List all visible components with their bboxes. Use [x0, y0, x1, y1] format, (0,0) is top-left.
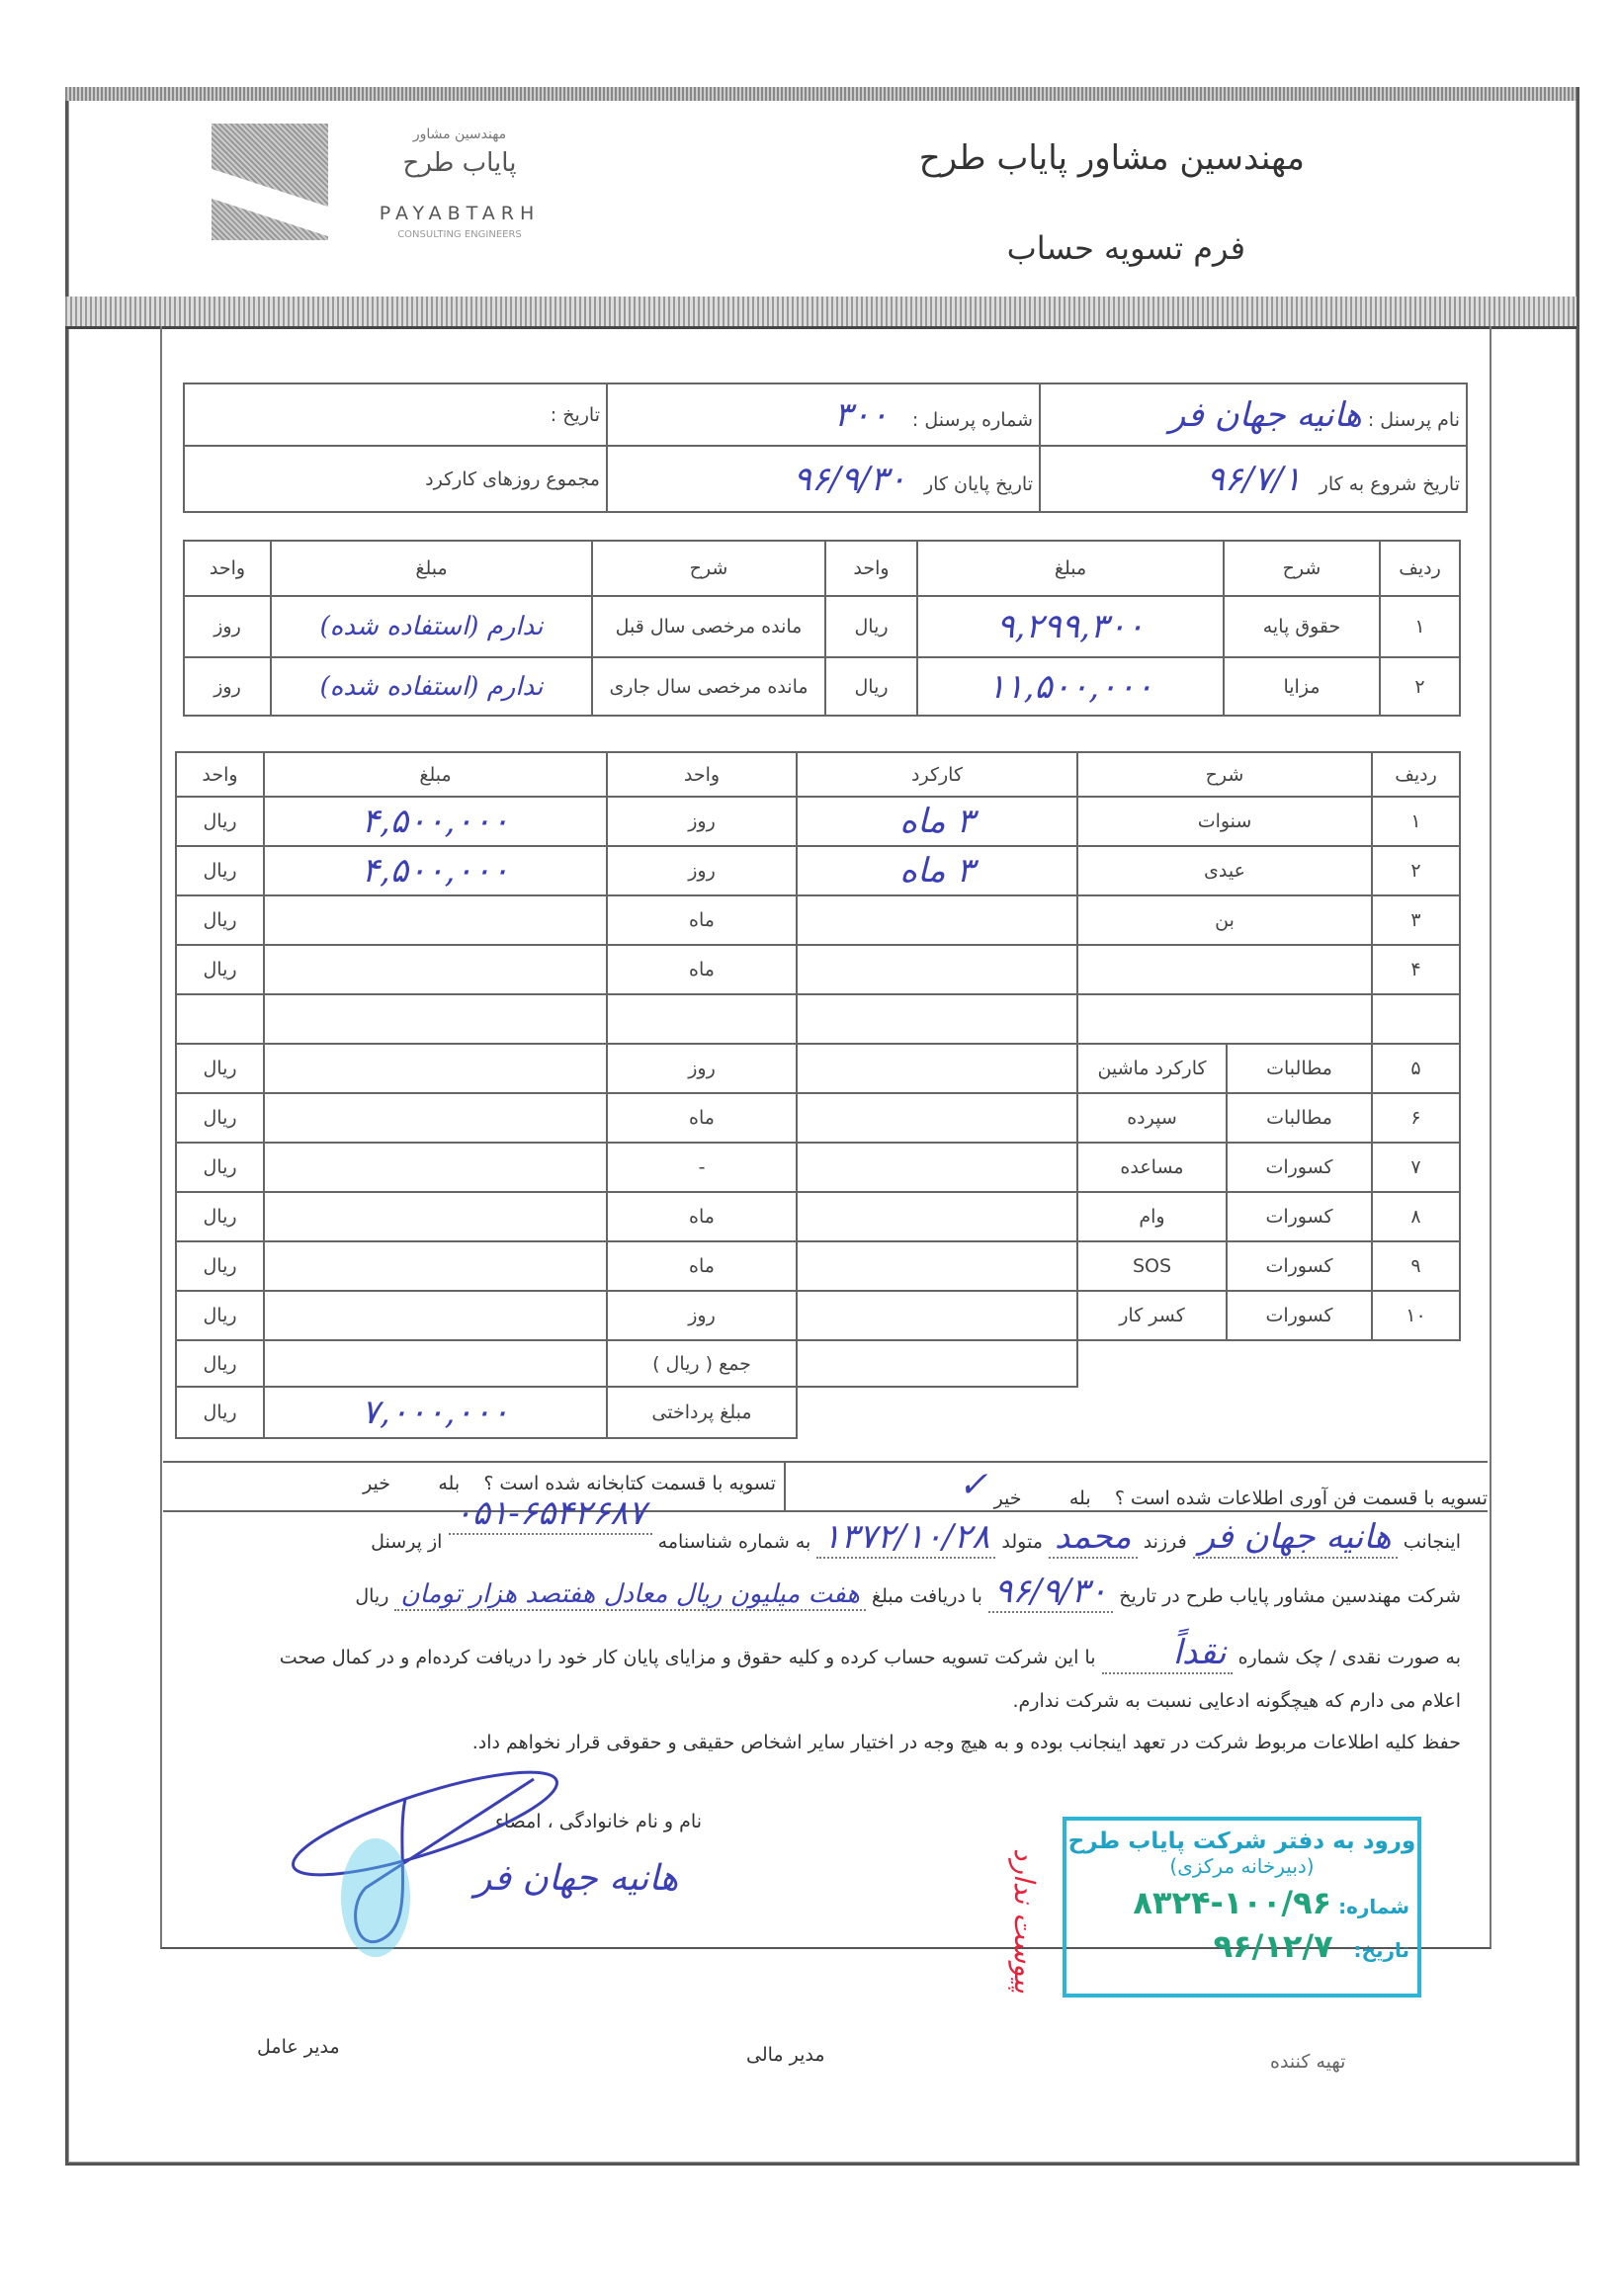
start-date-value: ۹۶/۷/۱: [1206, 459, 1302, 499]
end-date-cell: [607, 446, 1040, 512]
cell-unit2: ریال: [176, 945, 264, 994]
cell-cat: کسورات: [1227, 1192, 1372, 1241]
cell-unit: ماه: [607, 1192, 797, 1241]
col-header: شرح: [592, 541, 825, 596]
row-amount2: ندارم (استفاده شده): [271, 657, 592, 716]
col-header: ردیف: [1372, 752, 1460, 797]
start-date-cell: [1040, 446, 1467, 512]
cell-work: [797, 1192, 1077, 1241]
cell-unit2: ریال: [176, 846, 264, 895]
company-title: مهندسین مشاور پایاب طرح: [918, 138, 1305, 178]
red-annotation: پیوست ندارد: [1008, 1848, 1041, 1994]
salary-table: [183, 540, 1461, 717]
row-unit: ریال: [825, 657, 917, 716]
cell-amount: [264, 1044, 607, 1093]
col-header: شرح: [1077, 752, 1372, 797]
row-desc2: مانده مرخصی سال جاری: [592, 657, 825, 716]
personnel-no-value: ۳۰۰: [833, 394, 889, 435]
birth-date: ۱۳۷۲/۱۰/۲۸: [816, 1517, 995, 1559]
cell-no: [1372, 994, 1460, 1044]
cell-work: [797, 1044, 1077, 1093]
total-label: جمع ( ریال ): [607, 1340, 797, 1387]
start-date-label: تاریخ شروع به کار: [1319, 472, 1460, 495]
cell-amount: [264, 945, 607, 994]
check-mark-icon: ✓: [958, 1465, 988, 1505]
amount-in-words: هفت میلیون ریال معادل هفتصد هزار تومان: [394, 1579, 866, 1611]
text: به شماره شناسنامه: [657, 1531, 811, 1553]
col-header: ردیف: [1380, 541, 1460, 596]
finance-manager-label: مدیر مالی: [746, 2044, 825, 2066]
library-question: [183, 1473, 776, 1494]
cell-desc: مساعده: [1077, 1143, 1227, 1192]
table-row: [176, 994, 1460, 1044]
personnel-no-cell: [607, 383, 1040, 446]
cell-work: [797, 945, 1077, 994]
payment-method: نقداً: [1102, 1633, 1233, 1674]
row-amount: ۱۱,۵۰۰,۰۰۰: [917, 657, 1224, 716]
col-header: واحد: [607, 752, 797, 797]
header-band-top: [65, 87, 1576, 101]
it-question: [796, 1465, 1488, 1513]
col-header: مبلغ: [264, 752, 607, 797]
cell-no: ۶: [1372, 1093, 1460, 1143]
signature-name: هانیه جهان فر: [474, 1858, 679, 1899]
text: فرزند: [1143, 1531, 1187, 1553]
preparer-label: تهیه کننده: [1270, 2051, 1346, 2073]
signature-label: نام و نام خانوادگی ، امضاء: [494, 1811, 702, 1832]
cell-desc: بن: [1077, 895, 1372, 945]
text: اینجانب: [1403, 1531, 1461, 1553]
cell-amount: [264, 1241, 607, 1291]
cell-no: ۷: [1372, 1143, 1460, 1192]
cell-unit2: ریال: [176, 1241, 264, 1291]
text: شرکت مهندسین مشاور پایاب طرح در تاریخ: [1119, 1585, 1461, 1607]
total-row: [176, 1340, 1460, 1387]
cell-cat: کسورات: [1227, 1143, 1372, 1192]
col-header: شرح: [1224, 541, 1380, 596]
name-value: هانیه جهان فر: [1168, 394, 1362, 435]
table-row: [176, 945, 1460, 994]
stamp-number: ۱۰۰/۹۶-۸۳۲۴: [1133, 1884, 1332, 1921]
table-row: [176, 1143, 1460, 1192]
cell-amount: [264, 1192, 607, 1241]
cell-cat: کسورات: [1227, 1241, 1372, 1291]
cell-work: [797, 1241, 1077, 1291]
row-number: ۲: [1380, 657, 1460, 716]
name-label: نام پرسنل :: [1367, 408, 1460, 431]
table-row: [184, 657, 1460, 716]
col-header: واحد: [176, 752, 264, 797]
text: متولد: [1001, 1531, 1043, 1553]
row-desc: حقوق پایه: [1224, 596, 1380, 657]
cell-desc: عیدی: [1077, 846, 1372, 895]
cell-unit: ماه: [607, 945, 797, 994]
row-number: ۱: [1380, 596, 1460, 657]
col-header: مبلغ: [271, 541, 592, 596]
total-amount: [264, 1340, 607, 1387]
signature-icon: [277, 1769, 573, 1967]
cell-unit2: ریال: [176, 1192, 264, 1241]
cell-desc: کارکرد ماشین: [1077, 1044, 1227, 1093]
cell-unit: روز: [607, 1291, 797, 1340]
table-row: [184, 596, 1460, 657]
row-desc2: مانده مرخصی سال قبل: [592, 596, 825, 657]
cell-desc: [1077, 994, 1372, 1044]
stamp-date: ۹۶/۱۲/۷: [1213, 1927, 1333, 1965]
cell-unit2: ریال: [176, 1044, 264, 1093]
father-name: محمد: [1049, 1517, 1138, 1559]
text: با دریافت مبلغ: [872, 1585, 982, 1607]
personnel-info-table: [183, 383, 1468, 513]
text: از پرسنل: [371, 1531, 443, 1553]
cell-unit: روز: [607, 797, 797, 846]
statement-line-4: اعلام می دارم که هیچگونه ادعایی نسبت به شرکت ندارم.: [1012, 1690, 1461, 1712]
paid-row: [176, 1387, 1460, 1438]
cell-unit2: ریال: [176, 797, 264, 846]
cell-unit2: ریال: [176, 1093, 264, 1143]
paid-label: مبلغ پرداختی: [607, 1387, 797, 1438]
col-header: مبلغ: [917, 541, 1224, 596]
cell-cat: مطالبات: [1227, 1044, 1372, 1093]
table-row: [176, 1241, 1460, 1291]
questions-row: [163, 1461, 1488, 1512]
end-date-value: ۹۶/۹/۳۰: [793, 459, 906, 499]
it-question-text: تسویه با قسمت فن آوری اطلاعات شده است ؟: [1114, 1488, 1488, 1509]
col-header: واحد: [825, 541, 917, 596]
cell-no: ۹: [1372, 1241, 1460, 1291]
text: به صورت نقدی / چک شماره: [1237, 1647, 1461, 1668]
statement-line-2: [156, 1572, 1461, 1613]
table-row: [176, 846, 1460, 895]
statement-line-5: حفظ کلیه اطلاعات مربوط شرکت در تعهد اینجانب بوده و به هیچ وجه در اختیار سایر اشخاص حقیقی و حقوقی قرار نخواهم داد.: [471, 1732, 1461, 1753]
cell-desc: وام: [1077, 1192, 1227, 1241]
end-date-label: تاریخ پایان کار: [923, 472, 1033, 495]
registry-stamp: [1063, 1817, 1421, 1998]
divider: [784, 1463, 786, 1510]
it-no-option[interactable]: خیر: [993, 1488, 1022, 1509]
cell-work: ۳ ماه: [797, 797, 1077, 846]
date-cell: [184, 383, 607, 446]
text: ریال: [355, 1585, 389, 1607]
statement-line-3: [156, 1633, 1461, 1674]
settlement-date: ۹۶/۹/۳۰: [988, 1572, 1113, 1613]
cell-no: ۱: [1372, 797, 1460, 846]
cell-unit2: ریال: [176, 1143, 264, 1192]
row-unit2: روز: [184, 657, 271, 716]
cell-amount: [264, 1093, 607, 1143]
table-row: [176, 1093, 1460, 1143]
cell-unit: [607, 994, 797, 1044]
cell-unit: ماه: [607, 1241, 797, 1291]
cell-amount: [264, 1291, 607, 1340]
row-unit2: روز: [184, 596, 271, 657]
cell-work: [797, 1143, 1077, 1192]
name-cell: [1040, 383, 1467, 446]
row-desc: مزایا: [1224, 657, 1380, 716]
stamp-date-label: تاریخ:: [1353, 1938, 1409, 1962]
library-question-text: تسویه با قسمت کتابخانه شده است ؟: [483, 1473, 776, 1494]
work-settlement-table: [175, 751, 1461, 1439]
table-row: [176, 895, 1460, 945]
cell-amount: [264, 994, 607, 1044]
cell-work: ۳ ماه: [797, 846, 1077, 895]
stamp-line-2: (دبیرخانه مرکزی): [1169, 1854, 1315, 1878]
cell-unit: روز: [607, 1044, 797, 1093]
library-no-option[interactable]: خیر: [363, 1473, 391, 1494]
cell-amount: ۴,۵۰۰,۰۰۰: [264, 846, 607, 895]
it-yes-option[interactable]: بله: [1068, 1488, 1091, 1509]
row-amount: ۹,۲۹۹,۳۰۰: [917, 596, 1224, 657]
total-days-label: مجموع روزهای کارکرد: [425, 468, 600, 490]
table-row: [176, 797, 1460, 846]
form-title: فرم تسویه حساب: [1006, 229, 1245, 267]
cell-no: ۲: [1372, 846, 1460, 895]
cell-no: ۸: [1372, 1192, 1460, 1241]
cell-cat: کسورات: [1227, 1291, 1372, 1340]
total-days-cell: [184, 446, 607, 512]
paid-unit: ریال: [176, 1387, 264, 1438]
personnel-no-label: شماره پرسنل :: [911, 408, 1033, 431]
stamp-number-label: شماره:: [1338, 1895, 1409, 1918]
library-yes-option[interactable]: بله: [438, 1473, 461, 1494]
cell-unit: ماه: [607, 1093, 797, 1143]
cell-desc: سنوات: [1077, 797, 1372, 846]
row-amount2: ندارم (استفاده شده): [271, 596, 592, 657]
cell-unit2: ریال: [176, 1291, 264, 1340]
cell-no: ۴: [1372, 945, 1460, 994]
row-unit: ریال: [825, 596, 917, 657]
stamp-line-1: ورود به دفتر شرکت پایاب طرح: [1067, 1828, 1416, 1854]
employee-name: هانیه جهان فر: [1193, 1517, 1398, 1559]
cell-amount: [264, 1143, 607, 1192]
logo-name-en: PAYABTARH: [379, 203, 541, 224]
cell-work: [797, 1093, 1077, 1143]
cell-desc: SOS: [1077, 1241, 1227, 1291]
date-label: تاریخ :: [550, 403, 600, 426]
col-header: واحد: [184, 541, 271, 596]
col-header: کارکرد: [797, 752, 1077, 797]
logo-tagline: CONSULTING ENGINEERS: [397, 229, 522, 240]
table-row: [176, 1192, 1460, 1241]
logo-small-text: مهندسین مشاور: [412, 127, 507, 142]
header-band-bottom: [65, 297, 1576, 329]
table-row: [176, 1044, 1460, 1093]
cell-no: ۳: [1372, 895, 1460, 945]
logo-name-fa: پایاب طرح: [402, 148, 517, 178]
cell-amount: [264, 895, 607, 945]
cell-desc: سپرده: [1077, 1093, 1227, 1143]
cell-cat: مطالبات: [1227, 1093, 1372, 1143]
cell-work: [797, 895, 1077, 945]
total-unit: ریال: [176, 1340, 264, 1387]
cell-desc: [1077, 945, 1372, 994]
cell-unit2: [176, 994, 264, 1044]
cell-no: ۱۰: [1372, 1291, 1460, 1340]
ceo-signature-label: مدیر عامل: [257, 2036, 340, 2058]
text: با این شرکت تسویه حساب کرده و کلیه حقوق و مزایای پایان کار خود را دریافت کرده‌ام و در کمال صحت: [279, 1647, 1096, 1668]
cell-desc: کسر کار: [1077, 1291, 1227, 1340]
id-number: ۰۵۱-۶۵۴۲۶۸۷: [449, 1493, 652, 1535]
table-row: [176, 1291, 1460, 1340]
cell-work: [797, 1291, 1077, 1340]
cell-unit2: ریال: [176, 895, 264, 945]
cell-unit: روز: [607, 846, 797, 895]
cell-unit: -: [607, 1143, 797, 1192]
cell-no: ۵: [1372, 1044, 1460, 1093]
paid-amount: ۷,۰۰۰,۰۰۰: [264, 1387, 607, 1438]
cell-work: [797, 994, 1077, 1044]
cell-amount: ۴,۵۰۰,۰۰۰: [264, 797, 607, 846]
cell-unit: ماه: [607, 895, 797, 945]
